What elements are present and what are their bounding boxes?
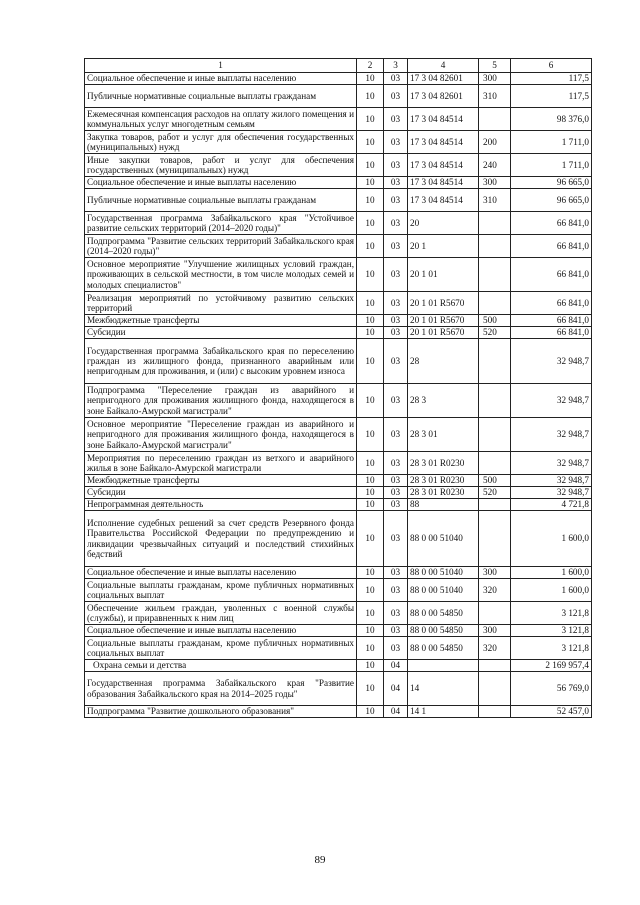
row-cell-col5: [479, 212, 511, 235]
row-cell-col5: 300: [479, 73, 511, 85]
budget-table: [84, 58, 592, 718]
row-description: Государственная программа Забайкальского края "Устойчивое развитие сельских территорий (2014–2020 годы)": [85, 212, 357, 235]
table-row: [85, 384, 592, 418]
row-cell-col2: 10: [357, 706, 384, 718]
row-cell-col3: 03: [384, 418, 408, 452]
row-cell-col2: 10: [357, 602, 384, 625]
row-cell-col4: 17 3 04 82601: [408, 85, 479, 108]
row-cell-col2: 10: [357, 625, 384, 637]
row-cell-col3: 03: [384, 637, 408, 660]
col-header-5: 5: [479, 59, 511, 73]
row-cell-col4: 17 3 04 84514: [408, 131, 479, 154]
row-cell-col2: 10: [357, 511, 384, 567]
row-description: Социальные выплаты гражданам, кроме публичных нормативных социальных выплат: [85, 637, 357, 660]
table-row: [85, 315, 592, 327]
row-cell-col3: 04: [384, 660, 408, 672]
row-description: Государственная программа Забайкальского края по переселению граждан из жилищного фонда, признанного аварийным или непригодным для проживания, и (или) с высоким уровнем износа: [85, 339, 357, 384]
row-description: Социальное обеспечение и иные выплаты населению: [85, 177, 357, 189]
row-cell-col6: 117,5: [511, 73, 592, 85]
row-cell-col3: 03: [384, 579, 408, 602]
row-cell-col4: 17 3 04 84514: [408, 189, 479, 212]
row-cell-col2: 10: [357, 339, 384, 384]
row-cell-col5: [479, 672, 511, 706]
row-cell-col6: 66 841,0: [511, 258, 592, 292]
row-description: Социальное обеспечение и иные выплаты населению: [85, 625, 357, 637]
row-cell-col6: 96 665,0: [511, 189, 592, 212]
table-body: [85, 73, 592, 718]
row-cell-col3: 03: [384, 625, 408, 637]
row-cell-col5: 300: [479, 177, 511, 189]
row-cell-col3: 03: [384, 452, 408, 475]
row-cell-col6: 1 711,0: [511, 154, 592, 177]
table-row: [85, 637, 592, 660]
row-description: Подпрограмма "Переселение граждан из аварийного и непригодного для проживания жилищного фонда, находящегося в зоне Байкало-Амурской магистрали": [85, 384, 357, 418]
row-cell-col5: [479, 292, 511, 315]
row-cell-col5: [479, 258, 511, 292]
row-cell-col5: 300: [479, 625, 511, 637]
row-cell-col3: 03: [384, 212, 408, 235]
row-cell-col5: [479, 602, 511, 625]
row-description: Основное мероприятие "Улучшение жилищных условий граждан, проживающих в сельской местности, в том числе молодых семей и молодых специалистов": [85, 258, 357, 292]
table-row: [85, 511, 592, 567]
row-description: Межбюджетные трансферты: [85, 475, 357, 487]
page-number: 89: [314, 854, 326, 866]
table-row: [85, 177, 592, 189]
row-cell-col4: 17 3 04 84514: [408, 154, 479, 177]
row-cell-col2: 10: [357, 292, 384, 315]
row-cell-col4: 20 1: [408, 235, 479, 258]
row-description: Непрограммная деятельность: [85, 499, 357, 511]
row-cell-col5: [479, 418, 511, 452]
row-cell-col4: 28 3 01 R0230: [408, 475, 479, 487]
table-row: [85, 327, 592, 339]
row-cell-col3: 03: [384, 384, 408, 418]
row-cell-col5: 500: [479, 475, 511, 487]
row-cell-col6: 66 841,0: [511, 327, 592, 339]
table-row: [85, 85, 592, 108]
row-cell-col6: 66 841,0: [511, 212, 592, 235]
row-cell-col6: 52 457,0: [511, 706, 592, 718]
row-cell-col2: 10: [357, 637, 384, 660]
row-cell-col3: 03: [384, 315, 408, 327]
row-cell-col2: 10: [357, 212, 384, 235]
row-cell-col6: 3 121,8: [511, 625, 592, 637]
row-cell-col5: 320: [479, 579, 511, 602]
table-row: [85, 625, 592, 637]
row-cell-col2: 10: [357, 487, 384, 499]
row-cell-col3: 03: [384, 339, 408, 384]
table-row: [85, 418, 592, 452]
row-cell-col4: 20 1 01 R5670: [408, 315, 479, 327]
row-cell-col2: 10: [357, 235, 384, 258]
row-description: Межбюджетные трансферты: [85, 315, 357, 327]
row-cell-col4: 88: [408, 499, 479, 511]
row-cell-col3: 03: [384, 154, 408, 177]
row-cell-col6: 3 121,8: [511, 602, 592, 625]
row-cell-col2: 10: [357, 85, 384, 108]
row-cell-col2: 10: [357, 384, 384, 418]
row-cell-col3: 03: [384, 292, 408, 315]
row-cell-col4: 88 0 00 54850: [408, 625, 479, 637]
row-cell-col6: 1 600,0: [511, 567, 592, 579]
row-description: Социальное обеспечение и иные выплаты населению: [85, 567, 357, 579]
row-cell-col3: 04: [384, 672, 408, 706]
row-cell-col5: 320: [479, 637, 511, 660]
row-cell-col6: 66 841,0: [511, 292, 592, 315]
row-cell-col6: 1 711,0: [511, 131, 592, 154]
row-description: Основное мероприятие "Переселение граждан из аварийного и непригодного для проживания жилищного фонда, находящегося в зоне Байкало-Амурской магистрали": [85, 418, 357, 452]
row-cell-col6: 1 600,0: [511, 579, 592, 602]
table-row: [85, 212, 592, 235]
row-cell-col4: 88 0 00 51040: [408, 511, 479, 567]
row-description: Подпрограмма "Развитие сельских территорий Забайкальского края (2014–2020 годы)": [85, 235, 357, 258]
row-cell-col3: 03: [384, 131, 408, 154]
row-cell-col4: 88 0 00 51040: [408, 579, 479, 602]
row-cell-col3: 03: [384, 475, 408, 487]
row-description: Субсидии: [85, 327, 357, 339]
row-cell-col4: 17 3 04 82601: [408, 73, 479, 85]
table-row: [85, 706, 592, 718]
row-cell-col5: [479, 384, 511, 418]
row-description: Закупка товаров, работ и услуг для обеспечения государственных (муниципальных) нужд: [85, 131, 357, 154]
row-cell-col3: 03: [384, 235, 408, 258]
row-cell-col2: 10: [357, 567, 384, 579]
row-cell-col5: [479, 235, 511, 258]
row-description: Ежемесячная компенсация расходов на оплату жилого помещения и коммунальных услуг многодетным семьям: [85, 108, 357, 131]
table-row: [85, 235, 592, 258]
col-header-6: 6: [511, 59, 592, 73]
row-cell-col3: 03: [384, 602, 408, 625]
row-cell-col3: 03: [384, 177, 408, 189]
row-cell-col2: 10: [357, 579, 384, 602]
table-row: [85, 660, 592, 672]
row-cell-col6: 32 948,7: [511, 452, 592, 475]
table-row: [85, 452, 592, 475]
row-cell-col4: 28 3 01 R0230: [408, 487, 479, 499]
row-cell-col3: 03: [384, 85, 408, 108]
col-header-1: 1: [85, 59, 357, 73]
row-description: Мероприятия по переселению граждан из ветхого и аварийного жилья в зоне Байкало-Амурской магистрали: [85, 452, 357, 475]
header-row: [85, 59, 592, 73]
row-cell-col2: 10: [357, 452, 384, 475]
row-cell-col3: 03: [384, 258, 408, 292]
row-cell-col3: 03: [384, 73, 408, 85]
table-row: [85, 292, 592, 315]
table-row: [85, 258, 592, 292]
row-cell-col3: 03: [384, 511, 408, 567]
row-description: Публичные нормативные социальные выплаты гражданам: [85, 85, 357, 108]
row-cell-col4: 28 3: [408, 384, 479, 418]
table-row: [85, 131, 592, 154]
row-cell-col4: 14 1: [408, 706, 479, 718]
row-cell-col6: 3 121,8: [511, 637, 592, 660]
row-cell-col2: 10: [357, 189, 384, 212]
row-cell-col5: [479, 660, 511, 672]
row-description: Публичные нормативные социальные выплаты гражданам: [85, 189, 357, 212]
row-cell-col2: 10: [357, 660, 384, 672]
row-cell-col6: 117,5: [511, 85, 592, 108]
row-cell-col3: 03: [384, 327, 408, 339]
row-cell-col5: 310: [479, 85, 511, 108]
row-cell-col6: 32 948,7: [511, 418, 592, 452]
row-description: Исполнение судебных решений за счет средств Резервного фонда Правительства Российской Федерации по предупреждению и ликвидации чрезвычайных ситуаций и последствий стихийных бедствий: [85, 511, 357, 567]
table-row: [85, 73, 592, 85]
table-row: [85, 567, 592, 579]
col-header-3: 3: [384, 59, 408, 73]
row-cell-col3: 03: [384, 108, 408, 131]
row-cell-col4: 20 1 01 R5670: [408, 327, 479, 339]
row-cell-col4: 14: [408, 672, 479, 706]
row-cell-col4: 17 3 04 84514: [408, 177, 479, 189]
table-row: [85, 499, 592, 511]
row-cell-col4: 88 0 00 54850: [408, 602, 479, 625]
row-cell-col6: 32 948,7: [511, 384, 592, 418]
row-cell-col5: [479, 511, 511, 567]
row-cell-col5: [479, 706, 511, 718]
row-cell-col2: 10: [357, 315, 384, 327]
row-cell-col3: 03: [384, 499, 408, 511]
row-cell-col2: 10: [357, 258, 384, 292]
col-header-2: 2: [357, 59, 384, 73]
row-cell-col6: 98 376,0: [511, 108, 592, 131]
row-cell-col3: 03: [384, 189, 408, 212]
row-cell-col4: 28: [408, 339, 479, 384]
row-cell-col4: 28 3 01: [408, 418, 479, 452]
row-cell-col2: 10: [357, 475, 384, 487]
row-cell-col5: 200: [479, 131, 511, 154]
row-cell-col4: 28 3 01 R0230: [408, 452, 479, 475]
row-description: Социальные выплаты гражданам, кроме публичных нормативных социальных выплат: [85, 579, 357, 602]
row-cell-col5: 300: [479, 567, 511, 579]
row-cell-col6: 56 769,0: [511, 672, 592, 706]
row-cell-col4: 20 1 01 R5670: [408, 292, 479, 315]
row-cell-col2: 10: [357, 73, 384, 85]
row-description: Иные закупки товаров, работ и услуг для обеспечения государственных (муниципальных) нужд: [85, 154, 357, 177]
row-cell-col3: 04: [384, 706, 408, 718]
row-cell-col2: 10: [357, 672, 384, 706]
row-cell-col5: [479, 452, 511, 475]
row-description: Охрана семьи и детства: [85, 660, 357, 672]
table-row: [85, 189, 592, 212]
row-cell-col4: 20: [408, 212, 479, 235]
row-cell-col5: [479, 108, 511, 131]
row-cell-col5: [479, 499, 511, 511]
row-cell-col4: [408, 660, 479, 672]
row-cell-col4: 20 1 01: [408, 258, 479, 292]
row-cell-col2: 10: [357, 418, 384, 452]
table-row: [85, 672, 592, 706]
table-row: [85, 487, 592, 499]
row-cell-col5: 240: [479, 154, 511, 177]
row-cell-col6: 4 721,8: [511, 499, 592, 511]
row-cell-col5: 520: [479, 487, 511, 499]
row-cell-col4: 88 0 00 51040: [408, 567, 479, 579]
row-description: Социальное обеспечение и иные выплаты населению: [85, 73, 357, 85]
row-cell-col2: 10: [357, 108, 384, 131]
budget-document: [84, 58, 592, 718]
row-cell-col6: 96 665,0: [511, 177, 592, 189]
row-cell-col5: 500: [479, 315, 511, 327]
table-row: [85, 339, 592, 384]
col-header-4: 4: [408, 59, 479, 73]
row-cell-col2: 10: [357, 499, 384, 511]
row-cell-col5: [479, 339, 511, 384]
row-cell-col5: 520: [479, 327, 511, 339]
row-cell-col6: 32 948,7: [511, 475, 592, 487]
row-cell-col6: 32 948,7: [511, 487, 592, 499]
row-cell-col6: 66 841,0: [511, 235, 592, 258]
table-row: [85, 154, 592, 177]
row-description: Реализация мероприятий по устойчивому развитию сельских территорий: [85, 292, 357, 315]
row-cell-col2: 10: [357, 177, 384, 189]
table-row: [85, 602, 592, 625]
row-cell-col6: 1 600,0: [511, 511, 592, 567]
row-cell-col2: 10: [357, 154, 384, 177]
row-cell-col6: 66 841,0: [511, 315, 592, 327]
table-row: [85, 475, 592, 487]
row-cell-col6: 2 169 957,4: [511, 660, 592, 672]
row-cell-col3: 03: [384, 487, 408, 499]
row-description: Субсидии: [85, 487, 357, 499]
row-cell-col2: 10: [357, 131, 384, 154]
row-cell-col2: 10: [357, 327, 384, 339]
row-cell-col5: 310: [479, 189, 511, 212]
row-cell-col3: 03: [384, 567, 408, 579]
row-description: Подпрограмма "Развитие дошкольного образования": [85, 706, 357, 718]
row-description: Государственная программа Забайкальского края "Развитие образования Забайкальского края на 2014–2025 годы": [85, 672, 357, 706]
table-row: [85, 579, 592, 602]
table-row: [85, 108, 592, 131]
row-cell-col4: 88 0 00 54850: [408, 637, 479, 660]
row-cell-col6: 32 948,7: [511, 339, 592, 384]
row-cell-col4: 17 3 04 84514: [408, 108, 479, 131]
row-description: Обеспечение жильем граждан, уволенных с военной службы (службы), и приравненных к ним лиц: [85, 602, 357, 625]
